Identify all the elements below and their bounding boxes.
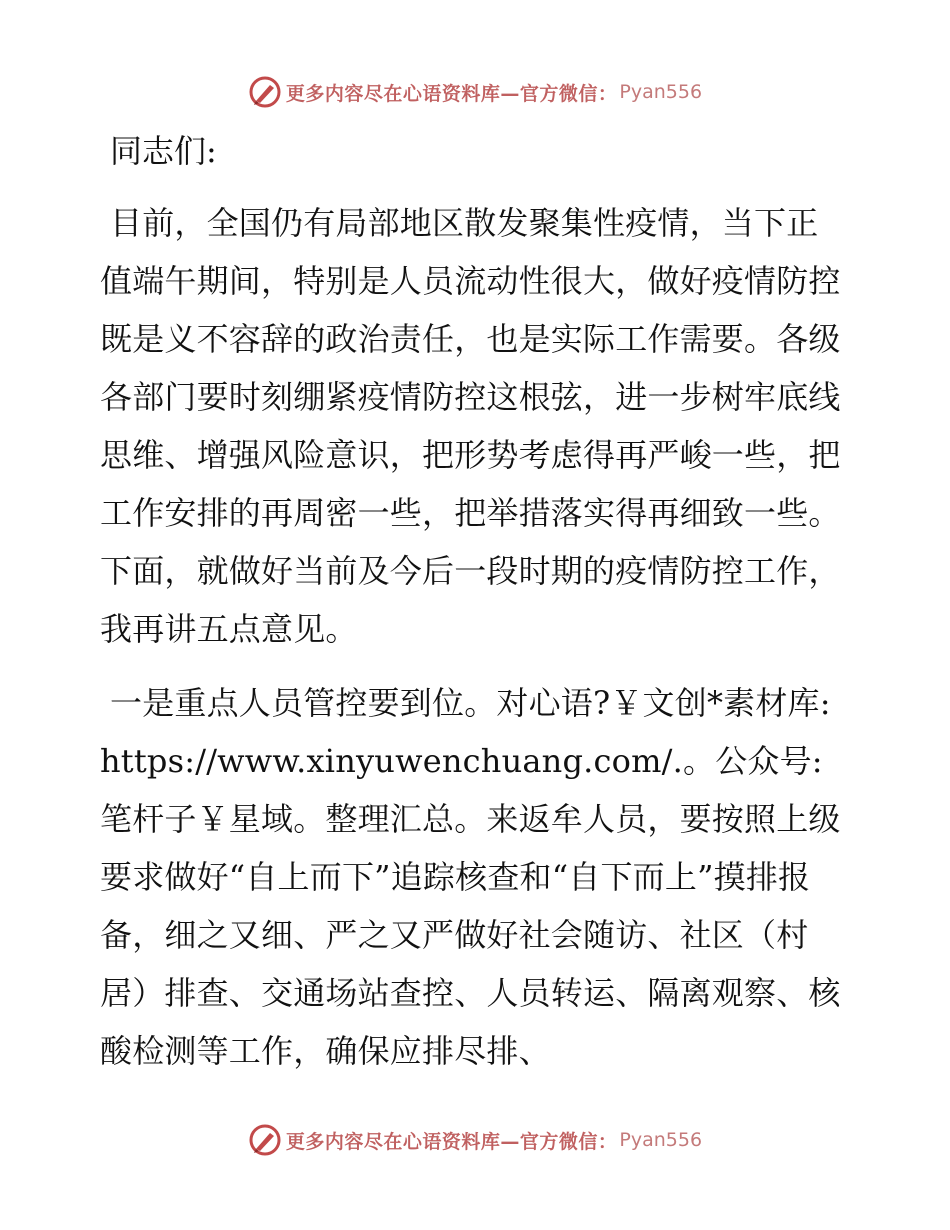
pen-logo-icon [248, 1123, 282, 1157]
paragraph: 目前，全国仍有局部地区散发聚集性疫情，当下正值端午期间，特别是人员流动性很大，做好疫情防控既是义不容辞的政治责任，也是实际工作需要。各级各部门要时刻绷紧疫情防控这根弦，进一步树牢底线思维、增强风险意识，把形势考虑得再严峻一些，把工作安排的再周密一些，把举措落实得再细致一些。下面，就做好当前及今后一段时期的疫情防控工作，我再讲五点意见。 [100, 204, 841, 648]
greeting: 同志们: [110, 132, 217, 170]
banner-brand-text: 更多内容尽在心语资料库—官方微信： [285, 82, 618, 105]
pen-logo-icon [248, 75, 282, 109]
banner-brand-text: 更多内容尽在心语资料库—官方微信： [285, 1130, 618, 1153]
banner-wechat-id: Pyan556 [619, 1129, 703, 1151]
banner-wechat-id: Pyan556 [619, 81, 703, 103]
paragraph: 一是重点人员管控要到位。对心语?￥文创*素材库: https://www.xinyuwenchuang.com/.。公众号: 笔杆子￥星域。整理汇总。来返牟人员，要按照上级要求做好“自上而下”追踪核查和“自下而上”摸排报备，细之又细、严之又严做好社会随访、社区（村居）排查、交通场站查控、人员转运、隔离观察、核酸检测等工作，确保应排尽排、 [100, 684, 841, 1070]
footer-watermark-banner [0, 1120, 950, 1160]
document-body [100, 122, 850, 1080]
header-watermark-banner [0, 72, 950, 112]
